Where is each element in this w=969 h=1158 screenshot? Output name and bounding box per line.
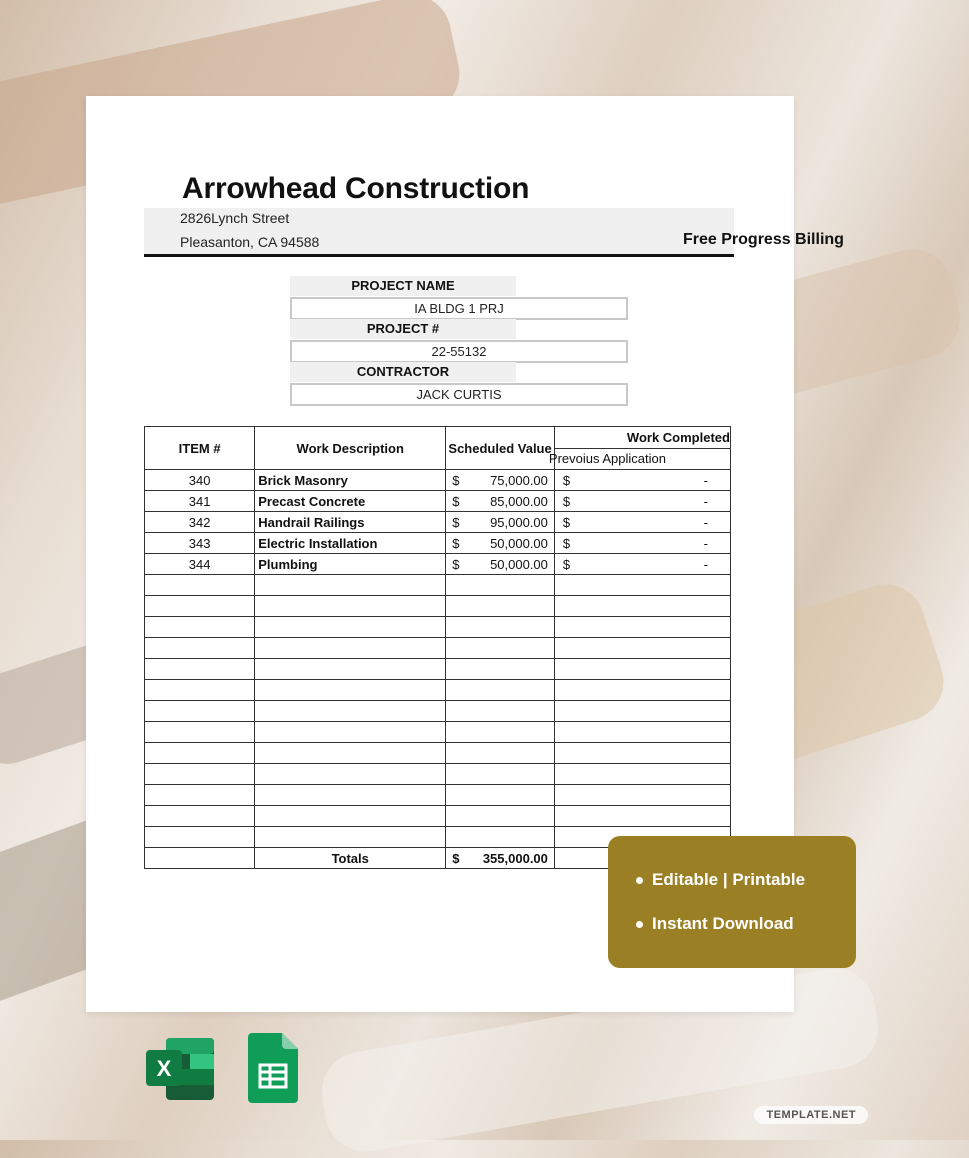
scheduled-value-cell[interactable] <box>446 722 555 743</box>
empty-row <box>145 785 731 806</box>
table-row <box>145 554 731 575</box>
totals-value-cell <box>446 848 555 869</box>
project-name-label: PROJECT NAME <box>290 276 516 296</box>
money-wrap <box>555 473 730 488</box>
previous-application-cell[interactable] <box>554 806 730 827</box>
description-cell[interactable] <box>255 785 446 806</box>
description-cell[interactable]: Electric Installation <box>255 533 446 554</box>
previous-application-cell[interactable] <box>554 680 730 701</box>
scheduled-value-cell[interactable] <box>446 470 555 491</box>
description-cell[interactable] <box>255 638 446 659</box>
item-cell[interactable] <box>145 827 255 848</box>
description-cell[interactable]: Plumbing <box>255 554 446 575</box>
currency-symbol: $ <box>562 514 571 530</box>
money-wrap <box>446 536 554 551</box>
money-wrap <box>446 515 554 530</box>
item-cell[interactable] <box>145 806 255 827</box>
currency-symbol: $ <box>562 472 571 488</box>
description-cell[interactable]: Handrail Railings <box>255 512 446 533</box>
previous-value: - <box>703 514 708 530</box>
scheduled-value-cell[interactable] <box>446 743 555 764</box>
empty-row <box>145 806 731 827</box>
description-cell[interactable]: Precast Concrete <box>255 491 446 512</box>
empty-row <box>145 638 731 659</box>
previous-application-cell[interactable] <box>554 491 730 512</box>
scheduled-value-cell[interactable] <box>446 701 555 722</box>
scheduled-value-cell[interactable] <box>446 512 555 533</box>
header-item: ITEM # <box>145 427 255 470</box>
previous-value: - <box>703 556 708 572</box>
previous-application-cell[interactable] <box>554 701 730 722</box>
currency-symbol: $ <box>452 493 460 509</box>
description-cell[interactable] <box>255 575 446 596</box>
table-row <box>145 491 731 512</box>
scheduled-value-cell[interactable] <box>446 827 555 848</box>
contractor-label: CONTRACTOR <box>290 362 516 382</box>
empty-row <box>145 701 731 722</box>
currency-symbol: $ <box>452 535 460 551</box>
badge-line-2: Instant Download <box>652 914 794 933</box>
currency-symbol: $ <box>562 535 571 551</box>
description-cell[interactable] <box>255 659 446 680</box>
bullet-icon <box>636 877 643 884</box>
header-previous-application-text: Prevoius Application <box>548 451 666 467</box>
document-type: Free Progress Billing <box>683 231 844 248</box>
header-rule <box>144 254 734 257</box>
previous-application-cell[interactable] <box>554 512 730 533</box>
item-cell[interactable] <box>145 617 255 638</box>
company-name: Arrowhead Construction <box>182 172 530 205</box>
item-cell[interactable]: 340 <box>145 470 255 491</box>
description-cell[interactable] <box>255 722 446 743</box>
totals-value: 355,000.00 <box>482 850 548 866</box>
contractor-field[interactable]: JACK CURTIS <box>290 383 628 406</box>
description-cell[interactable] <box>255 827 446 848</box>
description-cell[interactable] <box>255 701 446 722</box>
scheduled-value-cell[interactable] <box>446 764 555 785</box>
item-cell[interactable] <box>145 701 255 722</box>
scheduled-value-cell[interactable] <box>446 554 555 575</box>
scheduled-value: 95,000.00 <box>490 514 548 530</box>
currency-symbol: $ <box>562 493 571 509</box>
svg-text:X: X <box>156 1056 172 1081</box>
description-cell[interactable] <box>255 617 446 638</box>
item-cell[interactable]: 344 <box>145 554 255 575</box>
previous-application-cell[interactable] <box>554 638 730 659</box>
item-cell[interactable] <box>145 764 255 785</box>
previous-application-cell[interactable] <box>554 617 730 638</box>
header-description: Work Description <box>255 427 446 470</box>
previous-value: - <box>703 535 708 551</box>
table-row <box>145 512 731 533</box>
previous-value: - <box>703 472 708 488</box>
previous-application-cell[interactable] <box>554 554 730 575</box>
project-name-field[interactable]: IA BLDG 1 PRJ <box>290 297 628 320</box>
empty-row <box>145 617 731 638</box>
money-wrap <box>446 473 554 488</box>
scheduled-value-cell[interactable] <box>446 659 555 680</box>
totals-empty-cell <box>145 848 255 869</box>
money-wrap <box>555 557 730 572</box>
header-scheduled-value: Scheduled Value <box>446 427 555 470</box>
scheduled-value-cell[interactable] <box>446 617 555 638</box>
item-cell[interactable] <box>145 659 255 680</box>
project-number-label: PROJECT # <box>290 319 516 339</box>
badge-line-1: Editable | Printable <box>652 870 806 889</box>
item-cell[interactable]: 342 <box>145 512 255 533</box>
description-cell[interactable] <box>255 806 446 827</box>
currency-symbol: $ <box>452 850 460 866</box>
scheduled-value: 75,000.00 <box>490 472 548 488</box>
scheduled-value-cell[interactable] <box>446 596 555 617</box>
currency-symbol: $ <box>562 556 571 572</box>
empty-row <box>145 722 731 743</box>
previous-application-cell[interactable] <box>554 596 730 617</box>
scheduled-value-cell[interactable] <box>446 785 555 806</box>
money-wrap <box>555 494 730 509</box>
empty-row <box>145 575 731 596</box>
scheduled-value: 85,000.00 <box>490 493 548 509</box>
scheduled-value-cell[interactable] <box>446 680 555 701</box>
brand-watermark[interactable]: TEMPLATE.NET <box>754 1106 868 1124</box>
item-cell[interactable]: 341 <box>145 491 255 512</box>
badge-item-editable <box>636 870 805 890</box>
project-number-field[interactable]: 22-55132 <box>290 340 628 363</box>
previous-application-cell[interactable] <box>554 575 730 596</box>
item-cell[interactable] <box>145 785 255 806</box>
scheduled-value: 50,000.00 <box>490 535 548 551</box>
previous-application-cell[interactable] <box>554 743 730 764</box>
item-cell[interactable] <box>145 638 255 659</box>
bullet-icon <box>636 921 643 928</box>
previous-application-cell[interactable] <box>554 722 730 743</box>
money-wrap <box>555 515 730 530</box>
empty-row <box>145 659 731 680</box>
empty-row <box>145 596 731 617</box>
description-cell[interactable] <box>255 743 446 764</box>
badge-item-download <box>636 914 794 934</box>
previous-application-cell[interactable] <box>554 659 730 680</box>
excel-icon[interactable] <box>146 1036 216 1102</box>
item-cell[interactable] <box>145 722 255 743</box>
scheduled-value-cell[interactable] <box>446 806 555 827</box>
money-wrap <box>446 557 554 572</box>
scheduled-value-cell[interactable] <box>446 491 555 512</box>
item-cell[interactable] <box>145 743 255 764</box>
previous-value: - <box>703 493 708 509</box>
empty-row <box>145 743 731 764</box>
item-cell[interactable] <box>145 680 255 701</box>
empty-row <box>145 764 731 785</box>
address-line-1: 2826Lynch Street <box>180 210 290 226</box>
header-previous-application <box>548 448 730 470</box>
money-wrap <box>555 536 730 551</box>
table-body <box>145 470 731 869</box>
previous-application-cell[interactable] <box>554 785 730 806</box>
currency-symbol: $ <box>452 472 460 488</box>
feature-badge <box>608 836 856 968</box>
scheduled-value: 50,000.00 <box>490 556 548 572</box>
scheduled-value-cell[interactable] <box>446 533 555 554</box>
item-cell[interactable] <box>145 596 255 617</box>
currency-symbol: $ <box>452 514 460 530</box>
item-cell[interactable]: 343 <box>145 533 255 554</box>
description-cell[interactable] <box>255 680 446 701</box>
address-line-2: Pleasanton, CA 94588 <box>180 234 320 250</box>
totals-label: Totals <box>255 848 446 869</box>
google-sheets-icon[interactable] <box>248 1033 298 1103</box>
billing-table <box>144 426 731 869</box>
scheduled-value-cell[interactable] <box>446 638 555 659</box>
empty-row <box>145 680 731 701</box>
table-row <box>145 470 731 491</box>
previous-application-cell[interactable] <box>554 533 730 554</box>
scheduled-value-cell[interactable] <box>446 575 555 596</box>
money-wrap <box>446 851 554 866</box>
previous-application-cell[interactable] <box>554 470 730 491</box>
money-wrap <box>446 494 554 509</box>
description-cell[interactable] <box>255 764 446 785</box>
description-cell[interactable]: Brick Masonry <box>255 470 446 491</box>
table-row <box>145 533 731 554</box>
description-cell[interactable] <box>255 596 446 617</box>
item-cell[interactable] <box>145 575 255 596</box>
previous-application-cell[interactable] <box>554 764 730 785</box>
currency-symbol: $ <box>452 556 460 572</box>
header-work-completed: Work Completed <box>554 427 730 449</box>
